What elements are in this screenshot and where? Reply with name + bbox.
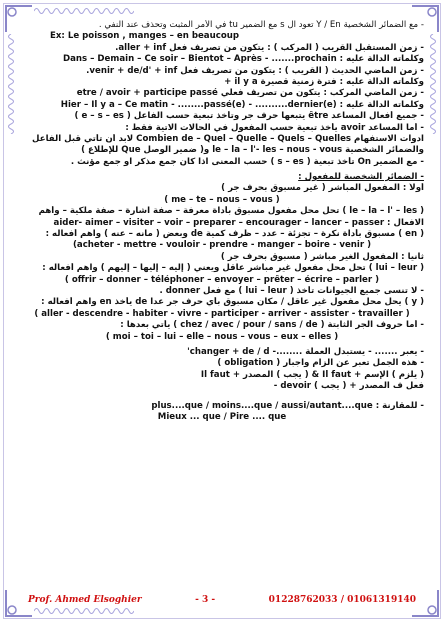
- text-line: ( y ) يحل محل مفعول غير عاقل / مكان مسبوق بأي حرف جر عدا de يأخذ en واهم أفعاله :: [41, 297, 424, 308]
- text-line: وكلماته الدالة عليه : Hier – Il y a – Ce matin - ........passé(e) - ..........dernier(e): [60, 99, 424, 110]
- text-line: Ex: Le poisson , manges – en beaucoup: [50, 31, 239, 42]
- text-line: - زمن الماضي المركب : يتكون من تصريف فعلي etre / avoir + participe passé: [76, 88, 424, 99]
- text-line: - أما حروف الجر الثابتة ( chez / avec / pour / sans / de ) يأتي بعدها :: [120, 320, 424, 331]
- text-line: - يعبر ....... - يستبدل العملة ........- changer + de / d': [187, 346, 424, 357]
- text-line: ( moi – toi – lui – elle – nous – vous – eux – elles ): [105, 331, 339, 342]
- text-line: - زمن الماضي الحديث ( القريب ) : يتكون من تصريف فعل venir + de/d' + inf.: [86, 65, 424, 76]
- text-line: - للمقارنة : plus....que / moins....que / aussi/autant....que: [151, 400, 424, 411]
- text-line: أولاً : المفعول المباشر ( غير مسبوق بحرف جر ): [221, 183, 424, 194]
- text-line: - زمن المستقبل القريب ( المركب ) : يتكون من تصريف فعل aller + inf.: [115, 42, 424, 53]
- text-line: - جميع أفعال المساعد être يتبعها حرف جر وتأخذ تبعية حسب الفاعل ( e – s – es ): [74, 111, 424, 122]
- text-line: فعل ف المصدر + ( يجب ) devoir -: [273, 381, 424, 392]
- text-line: وكلماته الدالة عليه : فترة زمنية قصيرة il y a +: [224, 76, 424, 87]
- text-line: والضمائر الشخصية le – la – l'- les – nous - vous و( ضمير الوصل Que للإطلاع ): [81, 145, 424, 156]
- text-line: ( me – te – nous – vous ): [164, 194, 280, 205]
- text-line: ( يلزم ) الإسم + Il faut & ( يجب ) المصدر + Il faut: [200, 369, 424, 380]
- phone-numbers: 01228762033 / 01061319140: [268, 595, 416, 605]
- border-pattern-icon: [34, 6, 134, 16]
- text-line: (acheter - mettre - vouloir - prendre - manger – boire - venir ): [72, 240, 372, 251]
- text-line: ثانيا : المفعول الغير مباشر ( مسبوق بحرف جر ): [220, 251, 424, 262]
- page-footer: [28, 592, 416, 608]
- text-line: Mieux ... que / Pire .... que: [157, 411, 287, 422]
- text-line: - هذه الجمل تعبر عن الزام واجبار ( obligation ): [217, 358, 424, 369]
- text-line: ادوات الاستفهام Combien de – Quel – Quelle – Quels – Quelles لابد أن تأتي قبل الفاعل: [32, 133, 424, 144]
- page-number: - 3 -: [195, 595, 216, 605]
- text-line: ( aller - descendre - habiter - vivre - participer - arriver - assister - travailler ): [34, 308, 410, 319]
- page-content: [20, 20, 424, 602]
- text-line: ( lui – leur ) تحل محل مفعول غير مباشر عاقل ويعني ( إليه – إليها – إليهم ) واهم أفعاله :: [42, 263, 424, 274]
- spacer: [20, 393, 424, 401]
- author-name: Prof. Ahmed Elsoghier: [28, 595, 142, 605]
- text-line: - مع الضمير On تأخذ تبعية ( s – es ) حسب المعنى اذا كان جمع مذكر او جمع مؤنث .: [70, 156, 424, 167]
- border-pattern-icon: [6, 34, 16, 134]
- text-line: - لا تنسى جميع الجيوانات تأخذ ( lui – leur ) مع فعل donner .: [159, 285, 424, 296]
- border-pattern-icon: [428, 34, 438, 134]
- text-line: - أما المساعد avoir يأخذ تبعية حسب المفعول في الحالات الاتية فقط :: [125, 122, 424, 133]
- text-line: - مع الضمائر الشخصية Y / En تعود ال s مع الضمير tu في الأمر المثبت وتحذف عند النفي .: [98, 20, 424, 30]
- text-line: ( le – la – l' – les ) تحل محل مفعول مسبوق بأداة معرفة – صفة اشارة – صفة ملكية – وأهم: [38, 206, 424, 217]
- text-line: - الضمائر الشخصية للمفعول :: [298, 172, 424, 183]
- text-line: ( offrir – donner – téléphoner – envoyer – prêter – écrire – parler ): [64, 274, 380, 285]
- text-line: الافعال : aider- aimer – visiter – voir – preparer – encourager – lancer – passer: [53, 217, 424, 228]
- text-line: ( en ) مسبوق بأداة نكرة – تجزئة – عدد – ظرف كمية de وبعض ( مانه – عنه ) واهم أفعاله :: [45, 229, 424, 240]
- text-line: وكلماته الدالة عليه : Dans – Demain – Ce soir – Bientot – Après - .......prochain: [62, 54, 424, 65]
